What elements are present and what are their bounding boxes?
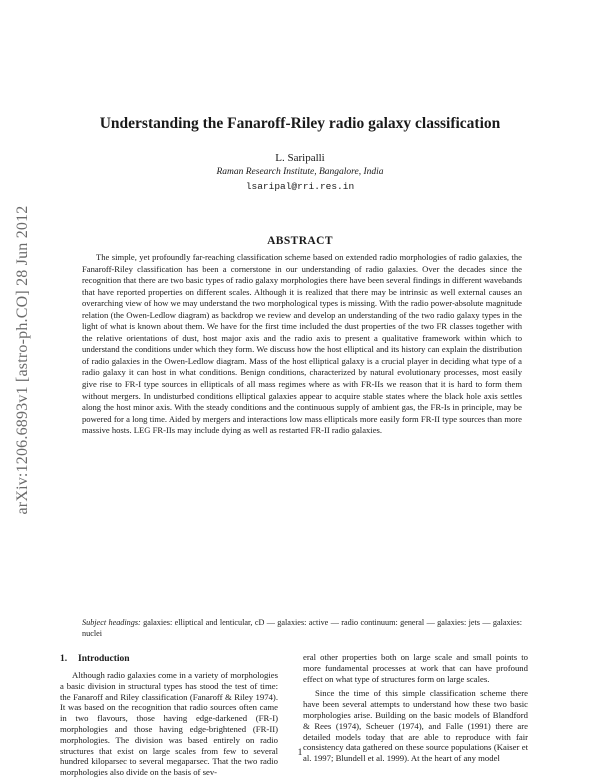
subject-headings xyxy=(82,617,522,639)
author-affiliation: Raman Research Institute, Bangalore, India xyxy=(216,167,384,177)
abstract-body: The simple, yet profoundly far-reaching classification scheme based on extended radio morphologies of radio galaxies, the Fanaroff-Riley classification has been a cornerstone in our understanding of radio galaxies. Over the decades since the recognition that there are two basic types of radio galaxy morphologies there have been several findings in different wavebands that have reported properties on different scales. Although it is realized that there may be intrinsic as well external causes an overarching view of how we may understand the two morphological types is missing. With the radio power-absolute magnitude relation (the Owen-Ledlow diagram) as backdrop we review and develop an understanding of the two radio galaxy types in the light of what is known about them. We have for the first time included the dust properties of the two FR classes together with the relative orientations of dust, host major axis and the radio axis to present a qualitative framework within which to understand the conditions under which they form. We discuss how the host elliptical and its history can explain the distribution of radio galaxies in the Owen-Ledlow diagram. Mass of the host elliptical galaxy is a crucial player in deciding what type of a radio galaxy it can host in what conditions. Benign conditions, characterized by natural evolutionary processes, most easily give rise to FR-I type sources in ellipticals of all mass regimes where as with FR-IIs we reason that it is hard to form them without mergers. In undisturbed conditions elliptical galaxies appear to acquire stable states where the black hole axis settles along the host minor axis. With the steady conditions and the continuous supply of ambient gas, the FR-Is in principle, may be powered for a long time. Aided by mergers and interactions low mass ellipticals more easily form FR-II type sources than more massive hosts. LEG FR-IIs may include dying as well as restarted FR-II radio galaxies. xyxy=(82,252,522,436)
page-number: 1 xyxy=(297,748,303,758)
subject-headings-label: Subject headings: xyxy=(82,618,141,627)
paper-title: Understanding the Fanaroff-Riley radio galaxy classification xyxy=(99,115,501,132)
arxiv-sidebar-stamp xyxy=(10,140,36,580)
arxiv-identifier: arXiv:1206.6893v1 [astro-ph.CO] 28 Jun 2012 xyxy=(14,205,31,515)
section-heading-introduction xyxy=(60,654,130,664)
subject-headings-text: galaxies: elliptical and lenticular, cD — galaxies: active — radio continuum: general — galaxies: jets — galaxies: nuclei xyxy=(82,618,523,638)
author-name: L. Saripalli xyxy=(275,152,325,164)
section-title: Introduction xyxy=(78,654,130,664)
intro-right-paragraph-2: Since the time of this simple classification scheme there have been several attempts to understand how these two basic morphologies arise. Building on the basic models of Blandford & Rees (1974), Scheuer (1974), and Falle (1991) there are detailed models today that are able to reproduce with fair consistency data gathered on these source populations (Kaiser et al. 1997; Blundell et al. 1999). At the heart of any model xyxy=(303,688,528,764)
author-email: lsaripal@rri.res.in xyxy=(245,181,355,192)
intro-right-paragraph-1: eral other properties both on large scale and small points to more fundamental processes at work that can have profound effect on what type of structures form on large scales. xyxy=(303,652,528,684)
abstract-heading: ABSTRACT xyxy=(267,235,333,247)
intro-left-column: Although radio galaxies come in a variety of morphologies a basic division in structural types has stood the test of time: the Fanaroff and Riley classification (Fanaroff & Riley 1974). It was based on the recognition that radio sources often came in two flavours, those having edge-darkened (FR-I) morphologies and those having edge-brightened (FR-II) morphologies. The division was based entirely on radio structures that exist on large scales from few to several hundred kiloparsec to several megaparsec. That the two radio morphologies also divide on the basis of sev- xyxy=(60,670,278,778)
section-number: 1. xyxy=(60,654,68,664)
